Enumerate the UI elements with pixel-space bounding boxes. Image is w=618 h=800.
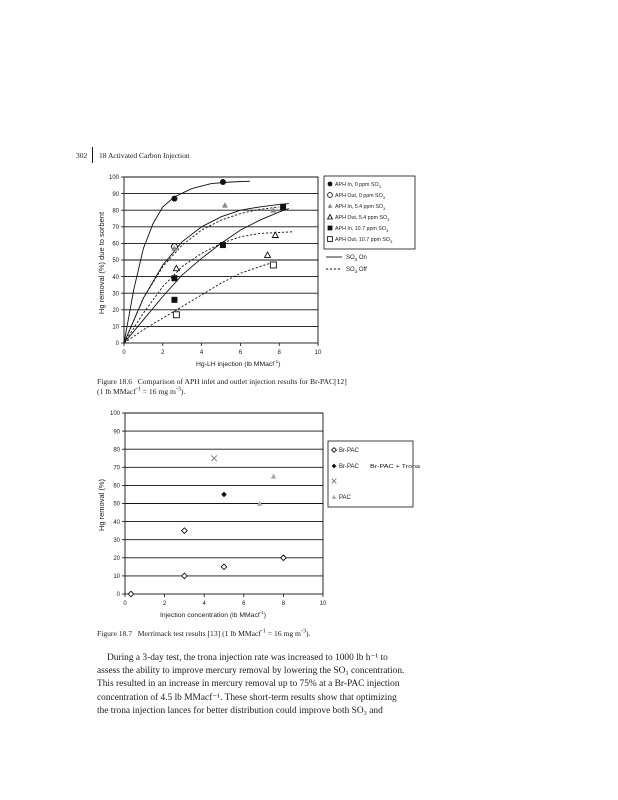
x-tick-label: 2 [162, 601, 167, 607]
legend-sub: 3 [354, 269, 358, 274]
caption-exp2: -3 [175, 386, 181, 393]
legend-entry: Br-PAC [339, 464, 359, 470]
legend-entry: APH Out, 0 ppm $SO_3$ [335, 193, 385, 200]
legend-entry-overlap: Br-PAC + Trona [370, 464, 422, 470]
caption-eq: = 16 mg m [140, 387, 176, 396]
x-tick-label: 0 [122, 350, 126, 356]
filled-circle-marker [220, 179, 226, 185]
legend-sub: 3 [383, 206, 386, 211]
caption-units: (1 lb MMacf [97, 387, 136, 396]
y-tick-label: 100 [108, 175, 119, 182]
paragraph-line: This resulted in an increase in mercury removal up to 75% at a Br-PAC injection [97, 679, 400, 690]
open-square-marker [328, 237, 333, 242]
paragraph-line: the trona injection lances for better distribution could improve both SO₃ and [97, 705, 383, 716]
y-tick-label: 90 [112, 191, 119, 198]
page-number: 302 [76, 151, 88, 160]
y-tick-label: 100 [109, 411, 120, 418]
open-diamond-marker [281, 555, 287, 561]
legend-sub: 3 [378, 184, 381, 189]
filled-circle-marker [328, 182, 333, 187]
x-tick-label: 0 [123, 601, 127, 607]
x-tick-label: 6 [238, 350, 243, 356]
open-circle-marker [328, 193, 333, 198]
legend-entry: Br-PAC [339, 448, 359, 454]
legend-entry: APH Out, 10.7 ppm $SO_3$ [335, 237, 393, 244]
y-tick-label: 30 [113, 537, 120, 544]
legend-entry: APH In, 0 ppm $SO_3$ [335, 182, 381, 189]
filled-square-marker [280, 204, 286, 210]
x-tick-label: 10 [319, 601, 327, 607]
y-axis-label: Hg removal (%) due to sorbent [97, 211, 106, 315]
legend-entry: APH In, 10.7 ppm $SO_3$ [335, 226, 389, 233]
y-tick-label: 50 [113, 501, 120, 508]
legend-sub: 3 [387, 217, 390, 222]
y-tick-label: 70 [113, 465, 120, 472]
line-legend-label: $SO_3$ Off [346, 267, 367, 274]
y-tick-label: 90 [113, 429, 120, 436]
caption-exp: -1 [135, 386, 141, 393]
y-tick-label: 80 [113, 447, 120, 454]
legend-sub: 3 [382, 195, 385, 200]
x-tick-label: 4 [202, 601, 206, 607]
x-marker [211, 455, 217, 461]
legend-entry: PAC [339, 495, 351, 501]
caption-exp2-2: -3 [300, 628, 306, 635]
caption-text-2: Merrimack test results [13] (1 lb MMacf [137, 629, 261, 638]
filled-square-marker [220, 242, 226, 248]
gray-triangle-marker [271, 474, 277, 479]
caption-eq-2: = 16 mg m [265, 629, 301, 638]
caption-label: Figure 18.6 [97, 377, 133, 386]
y-tick-label: 60 [113, 483, 120, 490]
figure-18-7-caption [97, 629, 427, 639]
caption-end: ). [180, 387, 186, 396]
x-tick-label: 2 [161, 350, 165, 356]
x-tick-label: 8 [277, 350, 281, 356]
caption-label-2: Figure 18.7 [97, 629, 133, 638]
y-tick-label: 0 [115, 341, 119, 348]
paragraph-line: During a 3-day test, the trona injection rate was increased to 1000 lb h⁻¹ to [107, 653, 388, 663]
fit-curve-solid [124, 204, 289, 343]
y-axis-label-2: Hg removal (%) [97, 478, 106, 532]
legend-tail: Off [357, 267, 367, 273]
running-title: 18 Activated Carbon Injection [99, 151, 190, 160]
figure-18-6-caption [97, 377, 427, 397]
fit-curve-solid [124, 209, 289, 344]
filled-triangle-marker [222, 202, 228, 207]
y-tick-label: 60 [112, 241, 119, 248]
y-tick-label: 10 [112, 324, 119, 331]
legend-sub: 3 [390, 239, 393, 244]
caption-end-2: ). [305, 629, 311, 638]
open-diamond-marker [182, 573, 188, 579]
x-tick-label: 4 [199, 350, 204, 356]
x-tick-label: 8 [281, 601, 286, 607]
caption-text: Comparison of APH inlet and outlet injection results for Br-PAC[12] [137, 377, 347, 386]
open-square-marker [270, 262, 276, 268]
open-diamond-marker [128, 591, 134, 597]
fit-curve-solid [124, 181, 250, 343]
open-square-marker [173, 312, 179, 318]
filled-square-marker [171, 275, 177, 281]
fit-curve-dashed [124, 262, 275, 343]
y-tick-label: 40 [113, 519, 120, 526]
legend-entry: APH In, 5.4 ppm $SO_3$ [335, 204, 386, 211]
y-tick-label: 50 [112, 258, 119, 265]
filled-circle-marker [171, 196, 177, 202]
open-triangle-marker [173, 265, 179, 270]
body-paragraph [97, 652, 417, 718]
filled-square-marker [171, 297, 177, 303]
legend-sub: 3 [354, 257, 358, 262]
filled-square-marker [328, 226, 333, 231]
line-legend-label: $SO_3$ On [346, 255, 367, 262]
legend-tail: On [357, 255, 367, 261]
y-tick-label: 10 [113, 574, 120, 581]
y-tick-label: 20 [112, 308, 119, 314]
legend-entry: APH Out, 5.4 ppm $SO_3$ [335, 215, 390, 222]
y-tick-label: 30 [112, 291, 119, 298]
y-tick-label: 70 [112, 225, 119, 231]
paragraph-line: concentration of 4.5 lb MMacf⁻¹. These short-term results show that optimizing [97, 692, 397, 703]
y-tick-label: 0 [116, 592, 120, 599]
y-tick-label: 20 [113, 556, 120, 562]
caption-exp-2: -1 [260, 628, 266, 635]
legend-sub: 3 [385, 228, 389, 233]
paragraph-line: assess the ability to improve mercury removal by lowering the SO₃ concentration. [97, 666, 405, 677]
x-axis-label-2: Injection concentration (lb MMacf$^{-1}$) [160, 610, 267, 619]
open-diamond-marker [221, 564, 227, 570]
open-triangle-marker [265, 252, 271, 257]
open-diamond-marker [182, 528, 188, 534]
filled-diamond-marker [221, 492, 227, 498]
x-tick-label: 6 [242, 601, 246, 607]
y-tick-label: 40 [112, 274, 119, 281]
x-axis-label: Hg-LH injection (lb MMacf$^{-1}$) [196, 359, 281, 368]
x-tick-label: 10 [314, 350, 322, 356]
open-triangle-marker [272, 232, 278, 237]
y-tick-label: 80 [112, 208, 119, 215]
